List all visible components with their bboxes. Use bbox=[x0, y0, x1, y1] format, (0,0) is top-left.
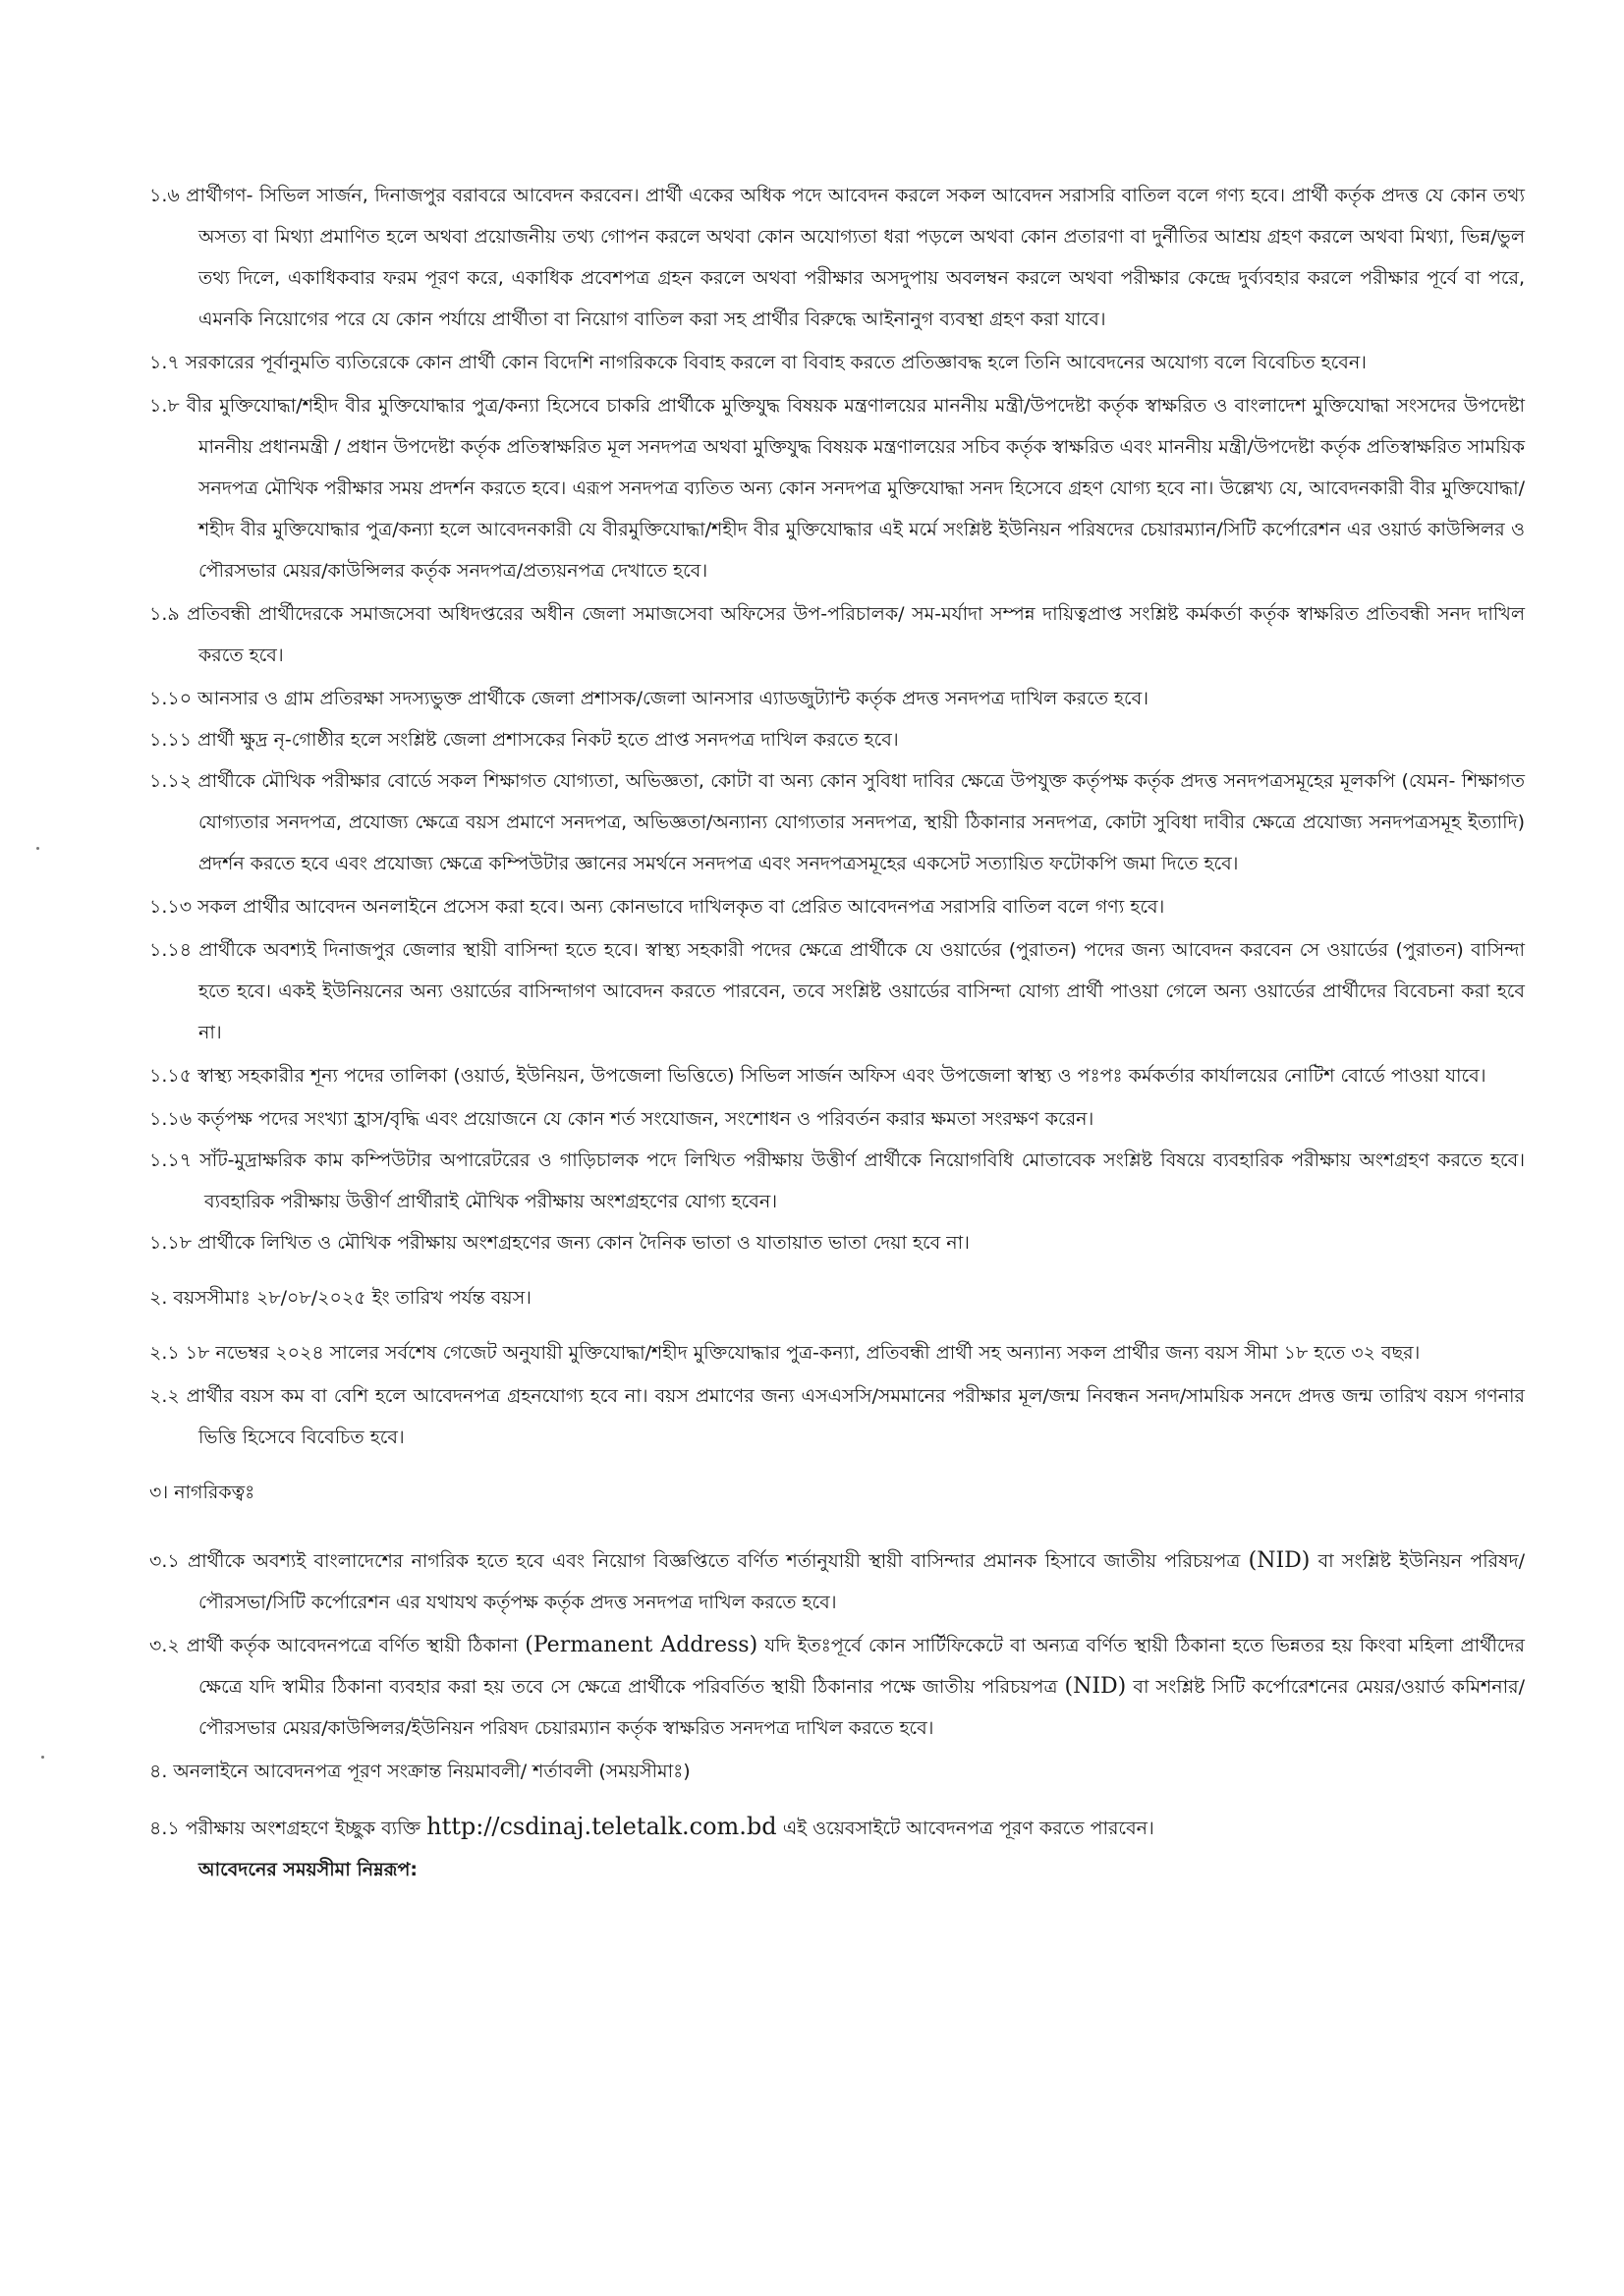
clause-3-1-text-a: ৩.১ প্রার্থীকে অবশ্যই বাংলাদেশের নাগরিক হতে হবে এবং নিয়োগ বিজ্ঞপ্তিতে বর্ণিত শর্তানুযায়ী স্থায়ী বাসিন্দার প্রমানক হিসাবে জাতীয় পরিচয়পত্র bbox=[149, 1550, 1249, 1572]
clause-1-17: ১.১৭ সাঁট-মুদ্রাক্ষরিক কাম কম্পিউটার অপারেটরের ও গাড়িচালক পদে লিখিত পরীক্ষায় উত্তীর্ণ প্রার্থীকে নিয়োগবিধি মোতাবেক সংশ্লিষ্ট বিষয়ে ব্যবহারিক পরীক্ষায় অংশগ্রহণ করতে হবে। ব্যবহারিক পরীক্ষায় উত্তীর্ণ প্রার্থীরাই মৌখিক পরীক্ষায় অংশগ্রহণের যোগ্য হবেন। bbox=[149, 1149, 1525, 1212]
clause-1-15: ১.১৫ স্বাস্থ্য সহকারীর শূন্য পদের তালিকা (ওয়ার্ড, ইউনিয়ন, উপজেলা ভিত্তিতে) সিভিল সার্জন অফিস এবং উপজেলা স্বাস্থ্য ও পঃপঃ কর্মকর্তার কার্যালয়ের নোটিশ বোর্ডে পাওয়া যাবে। bbox=[149, 1065, 1486, 1087]
scan-speck bbox=[41, 1756, 44, 1759]
clause-1-16: ১.১৬ কর্তৃপক্ষ পদের সংখ্যা হ্রাস/বৃদ্ধি এবং প্রয়োজনে যে কোন শর্ত সংযোজন, সংশোধন ও পরিবর্তন করার ক্ষমতা সংরক্ষণ করেন। bbox=[149, 1108, 1094, 1130]
clause-2-1: ২.১ ১৮ নভেম্বর ২০২৪ সালের সর্বশেষ গেজেট অনুযায়ী মুক্তিযোদ্ধা/শহীদ মুক্তিযোদ্ধার পুত্র-কন্যা, প্রতিবন্ধী প্রার্থী সহ অন্যান্য সকল প্রার্থীর জন্য বয়স সীমা ১৮ হতে ৩২ বছর। bbox=[149, 1342, 1421, 1364]
clause-1-18: ১.১৮ প্রার্থীকে লিখিত ও মৌখিক পরীক্ষায় অংশগ্রহণের জন্য কোন দৈনিক ভাতা ও যাতায়াত ভাতা দেয়া হবে না। bbox=[149, 1232, 970, 1254]
clause-1-7: ১.৭ সরকারের পূর্বানুমতি ব্যতিরেকে কোন প্রার্থী কোন বিদেশি নাগরিককে বিবাহ করলে বা বিবাহ করতে প্রতিজ্ঞাবদ্ধ হলে তিনি আবেদনের অযোগ্য বলে বিবেচিত হবেন। bbox=[149, 352, 1367, 373]
document-body bbox=[149, 175, 1525, 1890]
nid-label: (NID) bbox=[1248, 1548, 1311, 1573]
clause-2-2: ২.২ প্রার্থীর বয়স কম বা বেশি হলে আবেদনপত্র গ্রহনযোগ্য হবে না। বয়স প্রমাণের জন্য এসএসসি/সমমানের পরীক্ষার মূল/জন্ম নিবন্ধন সনদ/সাময়িক সনদে প্রদত্ত জন্ম তারিখ বয়স গণনার ভিত্তি হিসেবে বিবেচিত হবে। bbox=[149, 1385, 1525, 1448]
clause-3-2-text-b: যদি ইতঃপূর্বে কোন সার্টিফিকেটে বা অন্যত্র বর্ণিত স্থায়ী ঠিকানা হতে ভিন্নতর হয় কিংবা মহিলা প্রার্থীদের ক্ষেত্রে যদি স্বামীর ঠিকানা ব্যবহার করা হয় তবে সে ক্ষেত্রে প্রার্থীকে পরিবর্তিত স্থায়ী ঠিকানার পক্ষে জাতীয় পরিচয়পত্র bbox=[198, 1635, 1525, 1698]
application-website-link[interactable]: http://csdinaj.teletalk.com.bd bbox=[426, 1813, 777, 1840]
clause-3-1-text-b: বা সংশ্লিষ্ট ইউনিয়ন পরিষদ/পৌরসভা/সিটি কর্পোরেশন এর যথাযথ কর্তৃপক্ষ কর্তৃক প্রদত্ত সনদপত্র দাখিল করতে হবে। bbox=[198, 1550, 1525, 1613]
nid-label: (NID) bbox=[1064, 1674, 1127, 1699]
clause-4-1 bbox=[149, 1806, 1525, 1849]
clause-4-1-suffix: এই ওয়েবসাইটে আবেদনপত্র পূরণ করতে পারবেন। bbox=[776, 1818, 1154, 1839]
clause-1-9: ১.৯ প্রতিবন্ধী প্রার্থীদেরকে সমাজসেবা অধিদপ্তরের অধীন জেলা সমাজসেবা অফিসের উপ-পরিচালক/ সম-মর্যাদা সম্পন্ন দায়িত্বপ্রাপ্ত সংশ্লিষ্ট কর্মকর্তা কর্তৃক স্বাক্ষরিত প্রতিবন্ধী সনদ দাখিল করতে হবে। bbox=[149, 603, 1525, 666]
clause-1-6: ১.৬ প্রার্থীগণ- সিভিল সার্জন, দিনাজপুর বরাবরে আবেদন করবেন। প্রার্থী একের অধিক পদে আবেদন করলে সকল আবেদন সরাসরি বাতিল বলে গণ্য হবে। প্রার্থী কর্তৃক প্রদত্ত যে কোন তথ্য অসত্য বা মিথ্যা প্রমাণিত হলে অথবা প্রয়োজনীয় তথ্য গোপন করলে অথবা কোন অযোগ্যতা ধরা পড়লে অথবা কোন প্রতারণা বা দুর্নীতির আশ্রয় গ্রহণ করলে অথবা মিথ্যা, ভিন্ন/ভুল তথ্য দিলে, একাধিকবার ফরম পূরণ করে, একাধিক প্রবেশপত্র গ্রহন করলে অথবা পরীক্ষার অসদুপায় অবলম্বন করলে অথবা পরীক্ষার কেন্দ্রে দুর্ব্যবহার করলে পরীক্ষার পূর্বে বা পরে, এমনকি নিয়োগের পরে যে কোন পর্যায়ে প্রার্থীতা বা নিয়োগ বাতিল করা সহ প্রার্থীর বিরুদ্ধে আইনানুগ ব্যবস্থা গ্রহণ করা যাবে। bbox=[149, 185, 1525, 330]
scan-speck bbox=[36, 847, 39, 850]
clause-3-1 bbox=[149, 1540, 1525, 1623]
clause-1-14: ১.১৪ প্রার্থীকে অবশ্যই দিনাজপুর জেলার স্থায়ী বাসিন্দা হতে হবে। স্বাস্থ্য সহকারী পদের ক্ষেত্রে প্রার্থীকে যে ওয়ার্ডের (পুরাতন) পদের জন্য আবেদন করবেন সে ওয়ার্ডের (পুরাতন) বাসিন্দা হতে হবে। একই ইউনিয়নের অন্য ওয়ার্ডের বাসিন্দাগণ আবেদন করতে পারবেন, তবে সংশ্লিষ্ট ওয়ার্ডের বাসিন্দা যোগ্য প্রার্থী পাওয়া গেলে অন্য ওয়ার্ডের প্রার্থীদের বিবেচনা করা হবে না। bbox=[149, 939, 1525, 1043]
deadline-heading: আবেদনের সময়সীমা নিম্নরূপ: bbox=[198, 1859, 418, 1880]
clause-3-2-text-a: ৩.২ প্রার্থী কর্তৃক আবেদনপত্রে বর্ণিত স্থায়ী ঠিকানা bbox=[149, 1635, 526, 1656]
clause-1-8: ১.৮ বীর মুক্তিযোদ্ধা/শহীদ বীর মুক্তিযোদ্ধার পুত্র/কন্যা হিসেবে চাকরি প্রার্থীকে মুক্তিযুদ্ধ বিষয়ক মন্ত্রণালয়ের মাননীয় মন্ত্রী/উপদেষ্টা কর্তৃক স্বাক্ষরিত ও বাংলাদেশ মুক্তিযোদ্ধা সংসদের উপদেষ্টা মাননীয় প্রধানমন্ত্রী / প্রধান উপদেষ্টা কর্তৃক প্রতিস্বাক্ষরিত মূল সনদপত্র অথবা মুক্তিযুদ্ধ বিষয়ক মন্ত্রণালয়ের সচিব কর্তৃক স্বাক্ষরিত এবং মাননীয় মন্ত্রী/উপদেষ্টা কর্তৃক প্রতিস্বাক্ষরিত সাময়িক সনদপত্র মৌখিক পরীক্ষার সময় প্রদর্শন করতে হবে। এরূপ সনদপত্র ব্যতিত অন্য কোন সনদপত্র মুক্তিযোদ্ধা সনদ হিসেবে গ্রহণ যোগ্য হবে না। উল্লেখ্য যে, আবেদনকারী বীর মুক্তিযোদ্ধা/শহীদ বীর মুক্তিযোদ্ধার পুত্র/কন্যা হলে আবেদনকারী যে বীরমুক্তিযোদ্ধা/শহীদ বীর মুক্তিযোদ্ধার এই মর্মে সংশ্লিষ্ট ইউনিয়ন পরিষদের চেয়ারম্যান/সিটি কর্পোরেশন এর ওয়ার্ড কাউন্সিলর ও পৌরসভার মেয়র/কাউন্সিলর কর্তৃক সনদপত্র/প্রত্যয়নপত্র দেখাতে হবে। bbox=[149, 395, 1525, 582]
citizenship-heading: ৩। নাগরিকত্বঃ bbox=[149, 1482, 255, 1503]
clause-1-13: ১.১৩ সকল প্রার্থীর আবেদন অনলাইনে প্রসেস করা হবে। অন্য কোনভাবে দাখিলকৃত বা প্রেরিত আবেদনপত্র সরাসরি বাতিল বলে গণ্য হবে। bbox=[149, 896, 1165, 918]
clause-3-2 bbox=[149, 1625, 1525, 1749]
clause-1-10: ১.১০ আনসার ও গ্রাম প্রতিরক্ষা সদস্যভুক্ত প্রার্থীকে জেলা প্রশাসক/জেলা আনসার এ্যাডজুট্যান্ট কর্তৃক প্রদত্ত সনদপত্র দাখিল করতে হবে। bbox=[149, 688, 1148, 709]
age-limit-heading: ২. বয়সসীমাঃ ২৮/০৮/২০২৫ ইং তারিখ পর্যন্ত বয়স। bbox=[149, 1287, 532, 1309]
online-application-heading: ৪. অনলাইনে আবেদনপত্র পূরণ সংক্রান্ত নিয়মাবলী/ শর্তাবলী (সময়সীমাঃ) bbox=[149, 1761, 691, 1782]
clause-1-12: ১.১২ প্রার্থীকে মৌখিক পরীক্ষার বোর্ডে সকল শিক্ষাগত যোগ্যতা, অভিজ্ঞতা, কোটা বা অন্য কোন সুবিধা দাবির ক্ষেত্রে উপযুক্ত কর্তৃপক্ষ কর্তৃক প্রদত্ত সনদপত্রসমূহের মূলকপি (যেমন- শিক্ষাগত যোগ্যতার সনদপত্র, প্রযোজ্য ক্ষেত্রে বয়স প্রমাণে সনদপত্র, অভিজ্ঞতা/অন্যান্য যোগ্যতার সনদপত্র, স্থায়ী ঠিকানার সনদপত্র, কোটা সুবিধা দাবীর ক্ষেত্রে প্রযোজ্য সনদপত্রসমূহ ইত্যাদি) প্রদর্শন করতে হবে এবং প্রযোজ্য ক্ষেত্রে কম্পিউটার জ্ঞানের সমর্থনে সনদপত্র এবং সনদপত্রসমূহের একসেট সত্যায়িত ফটোকপি জমা দিতে হবে। bbox=[149, 770, 1525, 874]
permanent-address-label: (Permanent Address) bbox=[525, 1633, 758, 1657]
clause-1-11: ১.১১ প্রার্থী ক্ষুদ্র নৃ-গোষ্ঠীর হলে সংশ্লিষ্ট জেলা প্রশাসকের নিকট হতে প্রাপ্ত সনদপত্র দাখিল করতে হবে। bbox=[149, 729, 899, 751]
clause-4-1-prefix: ৪.১ পরীক্ষায় অংশগ্রহণে ইচ্ছুক ব্যক্তি bbox=[149, 1818, 427, 1839]
clause-3-2-text-c: বা সংশ্লিষ্ট সিটি কর্পোরেশনের মেয়র/ওয়ার্ড কমিশনার/পৌরসভার মেয়র/কাউন্সিলর/ইউনিয়ন পরিষদ চেয়ারম্যান কর্তৃক স্বাক্ষরিত সনদপত্র দাখিল করতে হবে। bbox=[198, 1676, 1525, 1739]
